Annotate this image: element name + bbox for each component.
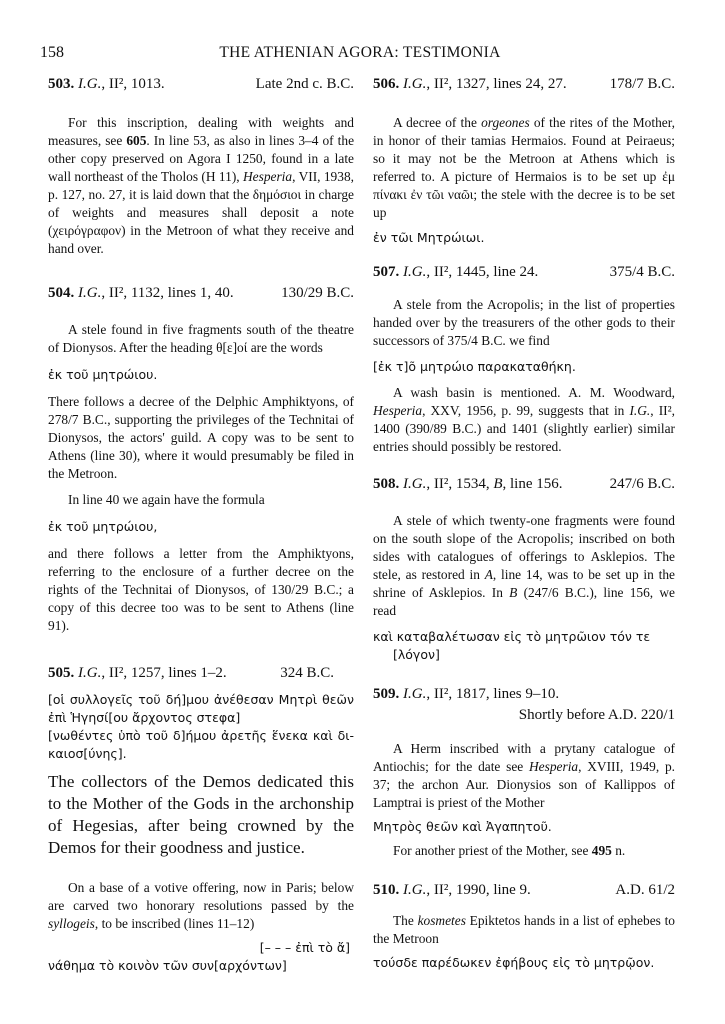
greek-quote: Μητρὸς θεῶν καὶ Ἀγαπητοῦ. (373, 819, 552, 834)
ref-abbrev: I.G. (403, 476, 427, 492)
paragraph: There follows a decree of the Delphic Amphiktyons, of 278/7 B.C., supporting the privileges of the Technitai of Dionysos, the actors' guild. A copy was to be sent to Athens (line 30), where it would presumably be filed in the Metroon. (48, 394, 354, 481)
greek-quote: ἐν τῶι Μητρώιωι. (373, 230, 485, 245)
ref-face: B (493, 476, 503, 492)
greek-quote: ἐκ τοῦ μητρώιου, (48, 519, 158, 534)
greek-quote: [νωθέντες ὑπὸ τοῦ δ]ήμου ἀρετῆς ἕνεκα καὶ δι-καιοσ[ύνης]. (48, 728, 354, 761)
paragraph: and there follows a letter from the Amphiktyons, referring to the enclosure of a further decree on the rights of the Technitai of Dionysos, of 130/29 B.C.; a copy of this decree too was to be sent to Athens (line 91). (48, 546, 354, 633)
entry-heading (48, 76, 354, 96)
ref-text: , line 156. (502, 476, 563, 492)
entry-number: 508. (373, 476, 400, 492)
entry-heading (48, 285, 354, 305)
running-title: THE ATHENIAN AGORA: TESTIMONIA (219, 44, 501, 61)
entry-number: 507. (373, 264, 400, 280)
paragraph: A stele from the Acropolis; in the list of properties handed over by the treasurers of the other gods to their successors of 375/4 B.C. we find (373, 297, 675, 348)
ref-abbrev: I.G. (403, 686, 427, 702)
ref-text: , II², 1013. (101, 76, 165, 92)
greek-quote: [οἱ συλλογεῖς τοῦ δή]μου ἀνέθεσαν Μητρὶ θεῶν ἐπὶ Ἡγησί[ου ἄρχοντος στεφα] (48, 692, 354, 725)
entry-number: 505. (48, 665, 75, 681)
entry-date: Late 2nd c. B.C. (255, 76, 354, 92)
entry-number: 503. (48, 76, 75, 92)
entry-heading (48, 665, 354, 685)
entry-number: 504. (48, 285, 75, 301)
entry-503 (48, 76, 354, 258)
left-column (48, 76, 354, 975)
entry-heading (373, 686, 675, 706)
paragraph: A Herm inscribed with a prytany catalogue of Antiochis; for the date see Hesperia, XVIII, 1949, p. 37; the archon Aur. Dionysios son of Kallippos of Lamptrai is priest of the Mother (373, 741, 675, 810)
ref-abbrev: I.G. (78, 665, 102, 681)
ref-text: , II², 1817, lines 9–10. (426, 686, 560, 702)
entry-505 (48, 665, 354, 975)
entry-date: 130/29 B.C. (281, 285, 354, 301)
ref-abbrev: I.G. (403, 264, 427, 280)
greek-quote: καὶ καταβαλέτωσαν εἰς τὸ μητρῶιον τόν τε (373, 629, 651, 644)
ref-text: , II², 1534, (426, 476, 494, 492)
entry-heading (373, 476, 675, 496)
entry-date: A.D. 61/2 (615, 882, 675, 898)
paragraph: A wash basin is mentioned. A. M. Woodward, Hesperia, XXV, 1956, p. 99, suggests that in I.G., II², 1400 (390/89 B.C.) and 1401 (slightly earlier) similar entries should possibly be restored. (373, 385, 675, 454)
entry-number: 510. (373, 882, 400, 898)
ref-text: , II², 1257, lines 1–2. (101, 665, 227, 681)
ref-text: , II², 1132, lines 1, 40. (101, 285, 234, 301)
entry-509 (373, 686, 675, 860)
greek-quote: [ἐκ τ]õ μητρώιο παρακαταθήκη. (373, 359, 576, 374)
entry-date: 324 B.C. (280, 665, 334, 681)
paragraph: The kosmetes Epiktetos hands in a list of ephebes to the Metroon (373, 913, 675, 946)
ref-text: , II², 1990, line 9. (426, 882, 531, 898)
entry-date: Shortly before A.D. 220/1 (518, 707, 675, 723)
greek-quote: τούσδε παρέδωκεν ἐφήβους εἰς τὸ μητρῷον. (373, 955, 655, 970)
entry-heading (373, 76, 675, 96)
ref-text: , II², 1445, line 24. (426, 264, 539, 280)
paragraph: On a base of a votive offering, now in Paris; below are carved two honorary resolutions passed by the syllogeis, to be inscribed (lines 11–12) (48, 880, 354, 931)
paragraph: In line 40 we again have the formula (68, 492, 265, 507)
right-column (373, 76, 675, 972)
entry-504 (48, 285, 354, 635)
paragraph: For another priest of the Mother, see 495 n. (393, 843, 626, 858)
greek-quote: [λόγον] (393, 647, 440, 662)
entry-number: 509. (373, 686, 400, 702)
paragraph: A stele found in five fragments south of the theatre of Dionysos. After the heading θ[ε]οί are the words (48, 322, 354, 355)
greek-quote: νάθημα τὸ κοινὸν τῶν συν[αρχόντων] (48, 958, 287, 973)
ref-text: , II², 1327, lines 24, 27. (426, 76, 567, 92)
entry-date: 375/4 B.C. (609, 264, 675, 280)
paragraph: A stele of which twenty-one fragments were found on the south slope of the Acropolis; inscribed on both sides with catalogues of offerings to Asklepios. The stele, as restored in A, line 14, was to be set up in the shrine of Asklepios. In B (247/6 B.C.), line 156, we read (373, 513, 675, 618)
page-number: 158 (40, 44, 64, 61)
translation: The collectors of the Demos dedicated this to the Mother of the Gods in the archonship of Hegesias, after being crowned by the Demos for their goodness and justice. (48, 772, 354, 857)
entry-date: 247/6 B.C. (609, 476, 675, 492)
running-header (40, 44, 680, 66)
entry-506 (373, 76, 675, 247)
entry-number: 506. (373, 76, 400, 92)
ref-abbrev: I.G. (403, 882, 427, 898)
entry-heading (373, 882, 675, 902)
entry-510 (373, 882, 675, 972)
greek-quote: [– – – ἐπὶ τὸ ἄ] (259, 940, 350, 955)
paragraph: A decree of the orgeones of the rites of the Mother, in honor of their tamias Hermaios. Found at Peiraeus; so it may not be the Metroon at Athens which is referred to. A picture of Hermaios is to be set up ἐμ πίνακι ἐν τῶι ναῶι; the stele with the decree is to be set up (373, 115, 675, 220)
entry-508 (373, 476, 675, 664)
ref-abbrev: I.G. (403, 76, 427, 92)
entry-507 (373, 264, 675, 456)
ref-abbrev: I.G. (78, 285, 102, 301)
entry-date: 178/7 B.C. (609, 76, 675, 92)
paragraph: For this inscription, dealing with weights and measures, see 605. In line 53, as also in lines 3–4 of the other copy preserved on Agora I 1250, found in a late wall northeast of the Tholos (H 11), Hesperia, VII, 1938, p. 127, no. 27, it is laid down that the δημόσιοι in charge of weights and measures shall deposit a note (χειρόγραφον) in the Metroon of what they receive and hand over. (48, 115, 355, 256)
entry-heading (373, 264, 675, 284)
ref-abbrev: I.G. (78, 76, 102, 92)
greek-quote: ἐκ τοῦ μητρώιου. (48, 367, 158, 382)
